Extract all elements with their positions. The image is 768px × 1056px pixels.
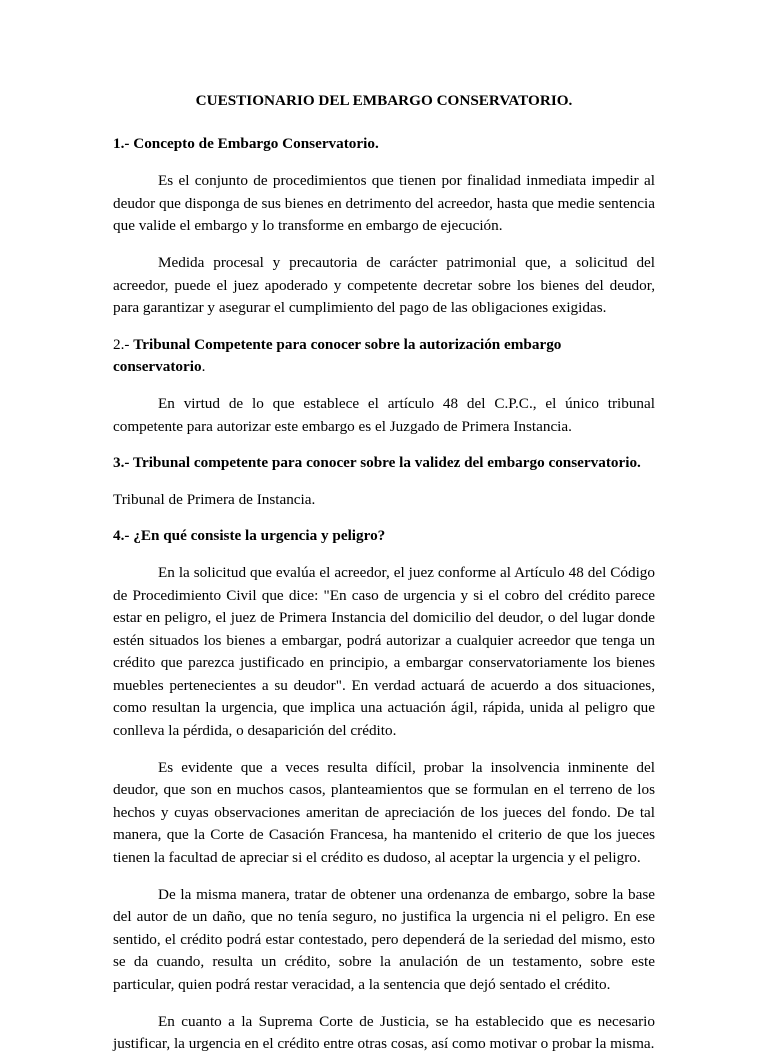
question-1-heading-text: 1.- Concepto de Embargo Conservatorio. bbox=[113, 134, 379, 152]
question-4-paragraph-1: En la solicitud que evalúa el acreedor, el juez conforme al Artículo 48 del Código de Procedimiento Civil que dice: "En caso de urgencia y si el cobro del crédito parece estar en peligro, el juez de Primera Instancia del domicilio del deudor, o del lugar donde estén situados los bienes a embargar, podrá autorizar a cualquier acreedor que tenga un crédito que parezca justificado en principio, a embargar conservatoriamente los bienes muebles pertenecientes a su deudor". En verdad actuará de acuerdo a dos situaciones, como resultan la urgencia, que implica una actuación ágil, rápida, unida al peligro que conlleva la pérdida, o desaparición del crédito. bbox=[113, 563, 655, 740]
document-title: CUESTIONARIO DEL EMBARGO CONSERVATORIO. bbox=[195, 92, 573, 109]
question-4-paragraph-2: Es evidente que a veces resulta difícil, probar la insolvencia inminente del deudor, que son en muchos casos, planteamientos que se formulan en el terreno de los hechos y cuyas observaciones ameritan de apreciación de los jueces del fondo. De tal manera, que la Corte de Casación Francesa, ha mantenido el criterio de que los jueces tienen la facultad de apreciar si el crédito es dudoso, al aceptar la urgencia y el peligro. bbox=[113, 758, 655, 867]
question-3-answer: Tribunal de Primera de Instancia. bbox=[113, 490, 316, 508]
question-2-heading-suffix: . bbox=[201, 358, 206, 376]
question-2-paragraph-1: En virtud de lo que establece el artículo 48 del C.P.C., el único tribunal competente para autorizar este embargo es el Juzgado de Primera Instancia. bbox=[113, 394, 655, 435]
question-4-heading bbox=[113, 525, 655, 548]
question-3-heading bbox=[113, 452, 655, 475]
question-4-paragraph-4: En cuanto a la Suprema Corte de Justicia, se ha establecido que es necesario justificar, la urgencia en el crédito entre otras cosas, así como motivar o probar la misma. bbox=[113, 1012, 655, 1053]
question-1-paragraph-2: Medida procesal y precautoria de carácter patrimonial que, a solicitud del acreedor, puede el juez apoderado y competente decretar sobre los bienes del deudor, para garantizar y asegurar el cumplimiento del pago de las obligaciones exigidas. bbox=[113, 253, 655, 317]
question-4-heading-text: 4.- ¿En qué consiste la urgencia y peligro? bbox=[113, 527, 386, 545]
question-4-paragraph-3: De la misma manera, tratar de obtener una ordenanza de embargo, sobre la base del autor de un daño, que no tenía seguro, no justifica la urgencia ni el peligro. En ese sentido, el crédito podrá estar contestado, pero dependerá de la seriedad del mismo, esto se da cuando, resulta un crédito, sobre la anulación de un testamento, sobre este particular, quien podrá restar veracidad, a la sentencia que dejó sentado el crédito. bbox=[113, 885, 655, 993]
document-body bbox=[113, 90, 655, 1056]
question-1-paragraph-1: Es el conjunto de procedimientos que tienen por finalidad inmediata impedir al deudor que disponga de sus bienes en detrimento del acreedor, hasta que medie sentencia que valide el embargo y lo transforme en embargo de ejecución. bbox=[113, 172, 655, 235]
question-3-heading-text: 3.- Tribunal competente para conocer sobre la validez del embargo conservatorio. bbox=[113, 454, 641, 472]
question-2-heading bbox=[113, 334, 655, 379]
question-2-number: 2.- bbox=[113, 335, 134, 353]
question-1-heading bbox=[113, 133, 655, 156]
question-2-heading-text: Tribunal Competente para conocer sobre la autorización embargo conservatorio bbox=[113, 335, 562, 376]
